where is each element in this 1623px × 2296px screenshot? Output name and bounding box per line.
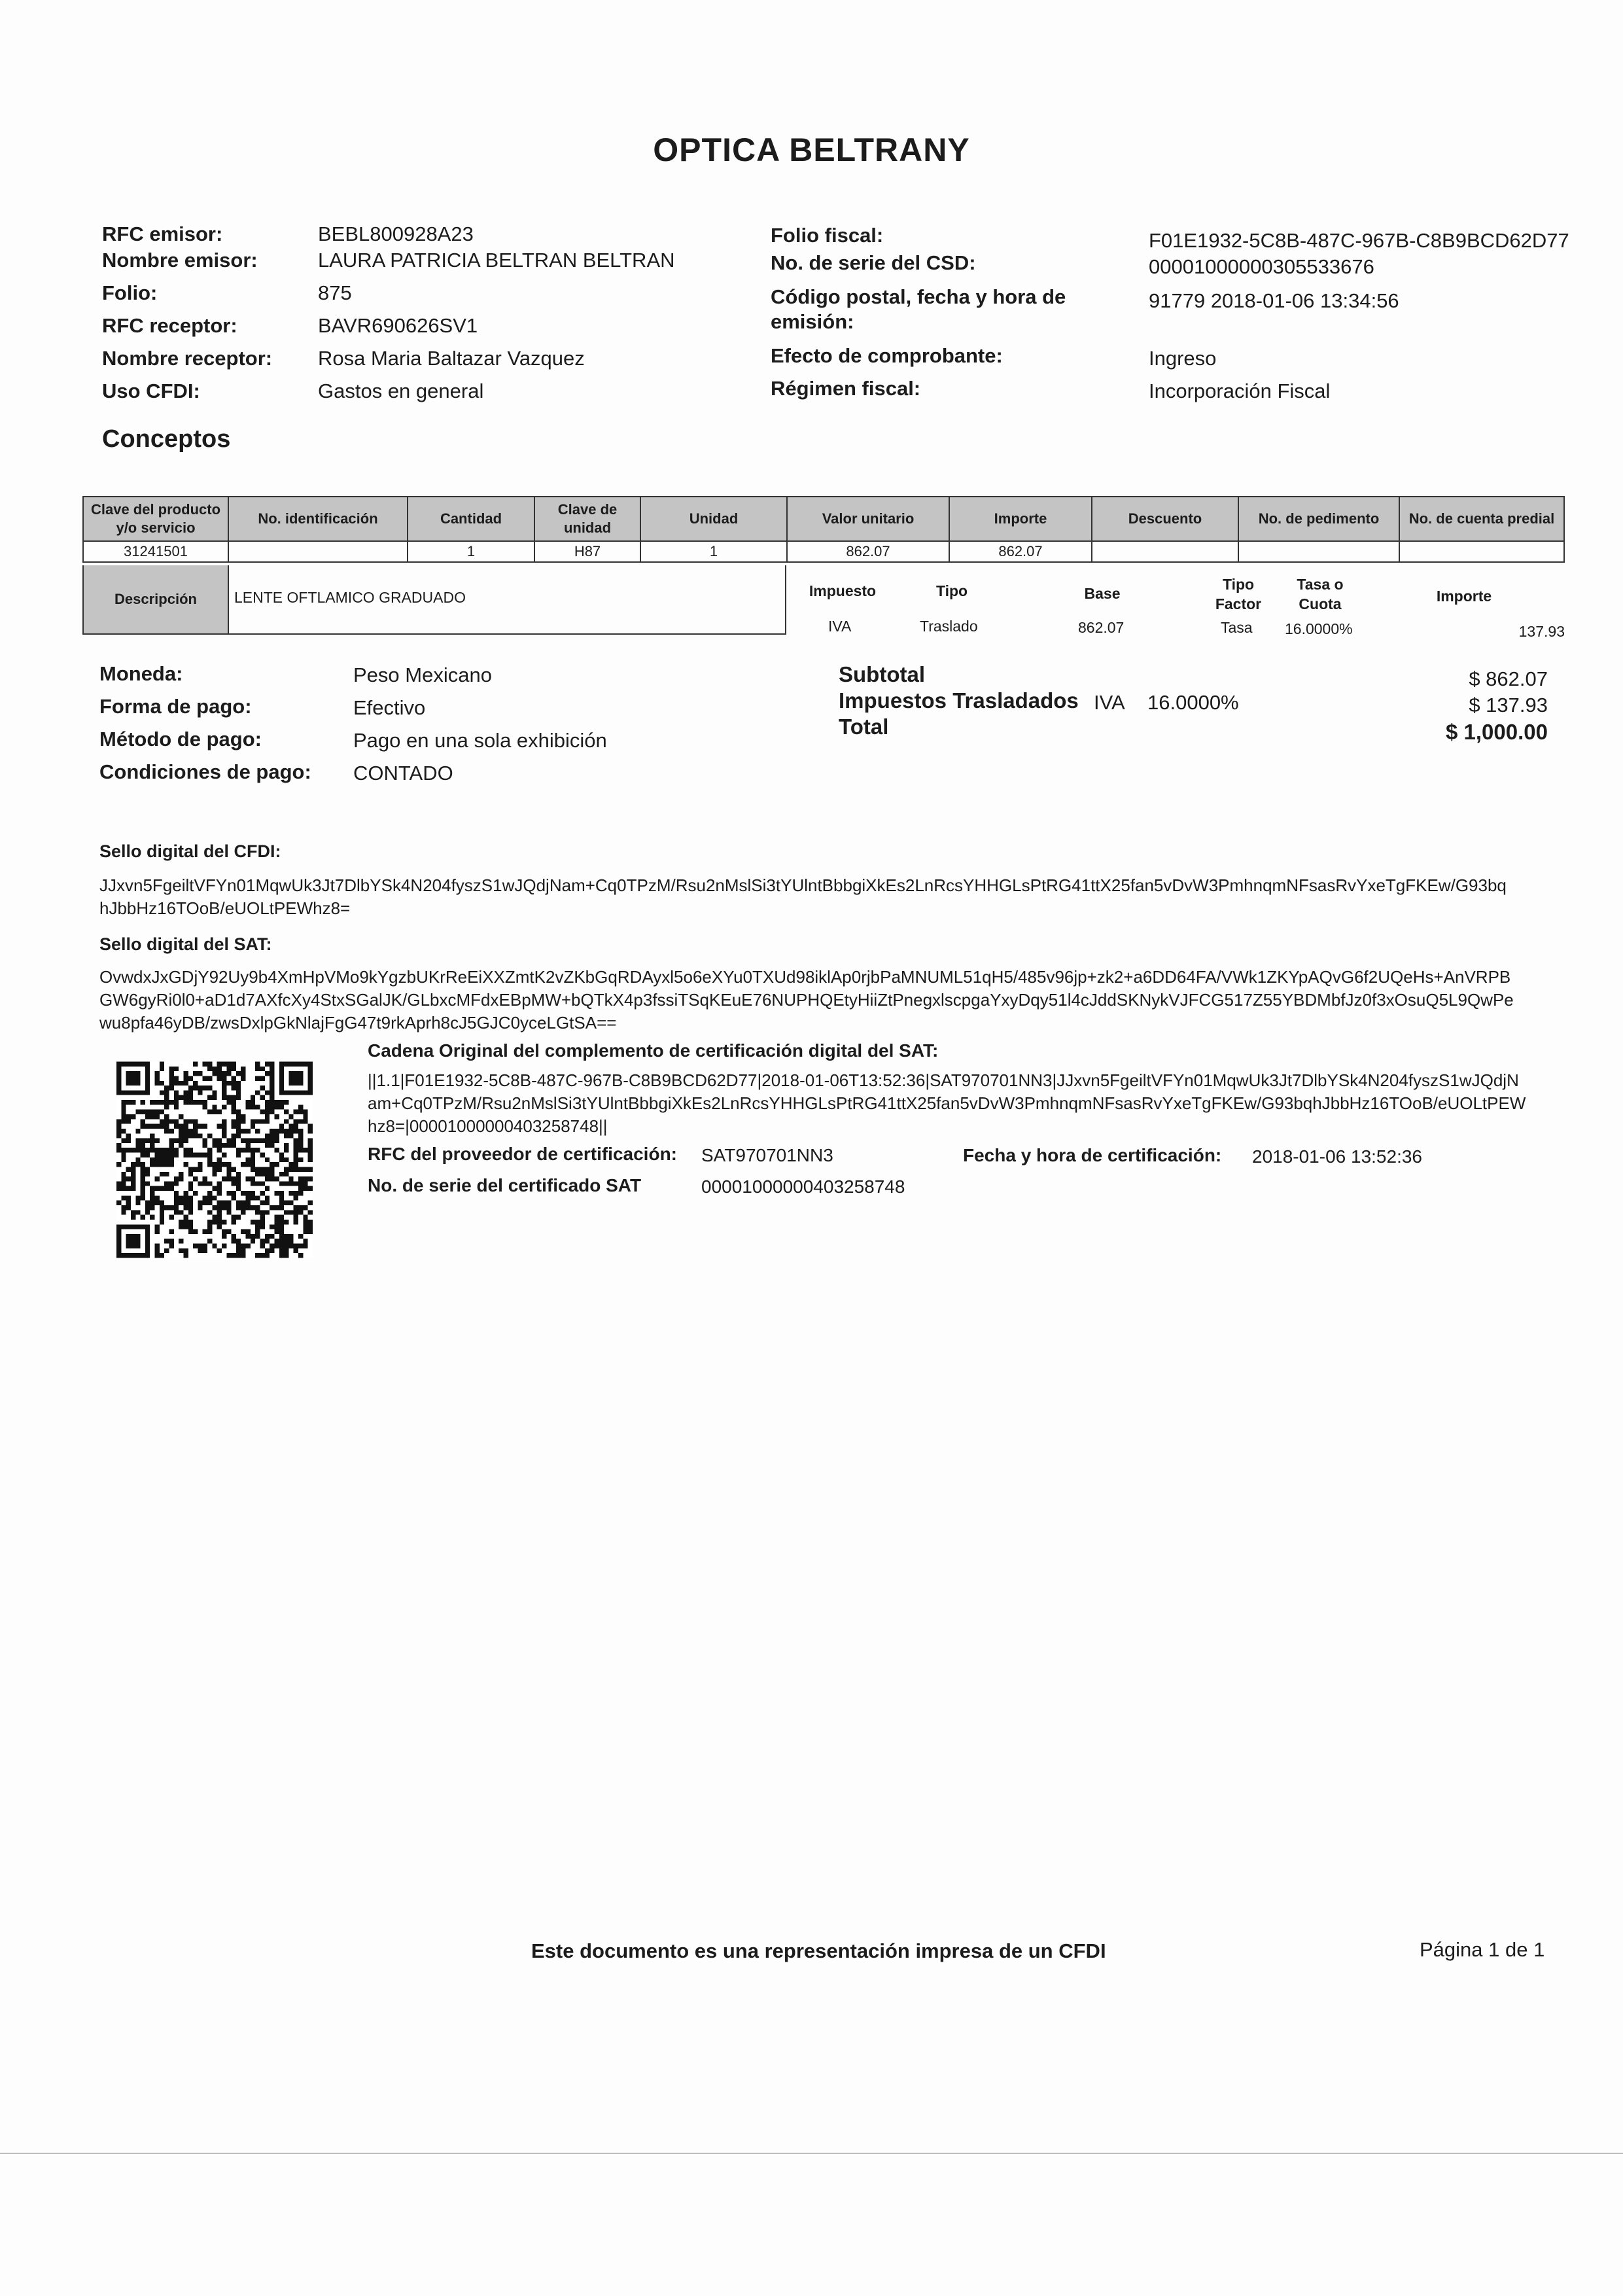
impuesto-header: Impuesto	[809, 582, 877, 599]
conceptos-table	[82, 496, 1565, 563]
serie-csd-value: 00001000000305533676	[1149, 255, 1374, 278]
cell-no-pedimento	[1238, 541, 1399, 562]
tasa-value: 16.0000%	[1285, 620, 1353, 637]
efecto-label: Efecto de comprobante:	[771, 344, 1003, 367]
col-no-identificacion: No. identificación	[228, 497, 408, 541]
descripcion-label: Descripción	[84, 565, 229, 633]
cadena-line: am+Cq0TPzM/Rsu2nMslSi3tYUlntBbbgiXkEs2LnRcsYHHGLsPtRG41ttX25fan5vDvW3PmhnqmNFsasRvYxeTgFKEw/G93bqhJbbHz16TOoB/eUOLtPEW	[368, 1093, 1526, 1113]
condiciones-pago-value: CONTADO	[353, 762, 453, 785]
importe-imp-value: 137.93	[1518, 623, 1565, 640]
cp-fecha-label-2: emisión:	[771, 310, 854, 333]
sello-sat-line: OvwdxJxGDjY92Uy9b4XmHpVMo9kYgzbUKrReEiXXZmtK2vZKbGqRDAyxl5o6eXYu0TXUd98iklAp0rjbPaMNUML51qH5/485v96jp+zk2+a6DD64FA/VWk1ZKYpAQvG6f2UQeHs+AnVRPB	[99, 967, 1511, 987]
cell-cuenta-predial	[1399, 541, 1564, 562]
forma-pago-label: Forma de pago:	[99, 695, 252, 718]
cell-importe: 862.07	[949, 541, 1092, 562]
traslados-tasa: 16.0000%	[1147, 691, 1239, 714]
rfc-certificacion-label: RFC del proveedor de certificación:	[368, 1144, 677, 1164]
cadena-line: hz8=|00001000000403258748||	[368, 1116, 608, 1136]
importe-imp-header: Importe	[1436, 588, 1492, 605]
forma-pago-value: Efectivo	[353, 696, 426, 719]
cell-cantidad: 1	[408, 541, 534, 562]
descripcion-box	[82, 565, 786, 635]
cadena-value	[368, 1069, 1565, 1138]
cell-descuento	[1092, 541, 1238, 562]
sello-sat-value	[99, 966, 1565, 1034]
rfc-emisor-label: RFC emisor:	[102, 222, 223, 245]
nombre-emisor-label: Nombre emisor:	[102, 249, 258, 272]
tasa-header-2: Cuota	[1299, 595, 1342, 612]
traslados-value: $ 137.93	[1469, 694, 1548, 716]
nombre-emisor-value: LAURA PATRICIA BELTRAN BELTRAN	[318, 249, 675, 272]
cell-unidad: 1	[640, 541, 787, 562]
sello-sat-line: wu8pfa46yDB/zwsDxlpGkNlajFgG47t9rkAprh8cJ5GJC0yceLGtSA==	[99, 1013, 617, 1033]
subtotal-label: Subtotal	[839, 662, 925, 686]
sello-cfdi-label: Sello digital del CFDI:	[99, 841, 281, 861]
uso-cfdi-value: Gastos en general	[318, 380, 484, 402]
cp-fecha-value: 91779 2018-01-06 13:34:56	[1149, 289, 1399, 312]
sello-cfdi-line: hJbbHz16TOoB/eUOLtPEWhz8=	[99, 898, 351, 918]
moneda-label: Moneda:	[99, 662, 183, 685]
page-bottom-edge	[0, 2153, 1623, 2154]
base-value: 862.07	[1078, 619, 1125, 636]
nombre-receptor-label: Nombre receptor:	[102, 347, 273, 370]
document-title: OPTICA BELTRANY	[653, 132, 970, 168]
col-clave-producto: Clave del producto y/o servicio	[83, 497, 228, 541]
total-label: Total	[839, 715, 889, 739]
folio-fiscal-value: F01E1932-5C8B-487C-967B-C8B9BCD62D77	[1149, 229, 1569, 252]
tipo-factor-header: Tipo	[1222, 576, 1255, 593]
rfc-certificacion-value: SAT970701NN3	[701, 1145, 833, 1165]
page-number: Página 1 de 1	[1420, 1938, 1545, 1961]
col-clave-unidad: Clave de unidad	[534, 497, 640, 541]
col-valor-unitario: Valor unitario	[787, 497, 949, 541]
col-unidad: Unidad	[640, 497, 787, 541]
fecha-certificacion-label: Fecha y hora de certificación:	[963, 1145, 1222, 1165]
col-importe: Importe	[949, 497, 1092, 541]
col-cuenta-predial: No. de cuenta predial	[1399, 497, 1564, 541]
col-descuento: Descuento	[1092, 497, 1238, 541]
sello-cfdi-line: JJxvn5FgeiltVFYn01MqwUk3Jt7DlbYSk4N204fyszS1wJQdjNam+Cq0TPzM/Rsu2nMslSi3tYUlntBbbgiXkEs2LnRcsYHHGLsPtRG41ttX25fan5vDvW3PmhnqmNFsasRvYxeTgFKEw/G93bq	[99, 875, 1507, 895]
col-cantidad: Cantidad	[408, 497, 534, 541]
tipo-factor-value: Tasa	[1221, 619, 1253, 636]
cell-clave-producto: 31241501	[83, 541, 228, 562]
conceptos-heading: Conceptos	[102, 425, 231, 453]
cell-clave-unidad: H87	[534, 541, 640, 562]
traslados-label: Impuestos Trasladados	[839, 688, 1079, 713]
table-row	[83, 541, 1564, 562]
traslados-tipo: IVA	[1094, 691, 1125, 714]
total-value: $ 1,000.00	[1446, 720, 1548, 744]
tipo-value: Traslado	[920, 618, 978, 635]
condiciones-pago-label: Condiciones de pago:	[99, 760, 311, 783]
cell-no-identificacion	[228, 541, 408, 562]
sello-sat-label: Sello digital del SAT:	[99, 934, 272, 954]
nombre-receptor-value: Rosa Maria Baltazar Vazquez	[318, 347, 585, 370]
rfc-receptor-label: RFC receptor:	[102, 314, 237, 337]
folio-fiscal-label: Folio fiscal:	[771, 224, 884, 247]
metodo-pago-label: Método de pago:	[99, 728, 262, 751]
table-header-row	[83, 497, 1564, 541]
rfc-emisor-value: BEBL800928A23	[318, 222, 474, 245]
uso-cfdi-label: Uso CFDI:	[102, 380, 200, 402]
subtotal-value: $ 862.07	[1469, 667, 1548, 690]
cell-valor-unitario: 862.07	[787, 541, 949, 562]
cadena-label: Cadena Original del complemento de certificación digital del SAT:	[368, 1040, 939, 1061]
rfc-receptor-value: BAVR690626SV1	[318, 314, 478, 337]
efecto-value: Ingreso	[1149, 347, 1217, 370]
base-header: Base	[1084, 585, 1121, 602]
col-no-pedimento: No. de pedimento	[1238, 497, 1399, 541]
tasa-header: Tasa o	[1297, 576, 1344, 593]
folio-value: 875	[318, 281, 352, 304]
moneda-value: Peso Mexicano	[353, 663, 492, 686]
metodo-pago-value: Pago en una sola exhibición	[353, 729, 607, 752]
sello-sat-line: GW6gyRi0l0+aD1d7AXfcXy4StxSGalJK/GLbxcMFdxEBpMW+bQTkX4p3fssiTSqKEuE76NUPHQEtyHiiZtPnegxlscpgaYxyDqy51l4cJddSKNykVJFCG517Z55YBDMbfJz0f3xOsuQ5L9QwPe	[99, 990, 1514, 1010]
folio-label: Folio:	[102, 281, 158, 304]
tipo-header: Tipo	[935, 582, 968, 599]
tipo-factor-header-2: Factor	[1215, 595, 1262, 612]
sello-cfdi-value	[99, 874, 1565, 920]
qr-code	[116, 1060, 313, 1260]
cadena-line: ||1.1|F01E1932-5C8B-487C-967B-C8B9BCD62D77|2018-01-06T13:52:36|SAT970701NN3|JJxvn5FgeiltVFYn01MqwUk3Jt7DlbYSk4N204fyszS1wJQdjN	[368, 1070, 1519, 1090]
serie-certificado-value: 00001000000403258748	[701, 1176, 905, 1197]
footer-text: Este documento es una representación impresa de un CFDI	[531, 1939, 1106, 1962]
serie-certificado-label: No. de serie del certificado SAT	[368, 1175, 642, 1195]
regimen-label: Régimen fiscal:	[771, 377, 921, 400]
cp-fecha-label: Código postal, fecha y hora de	[771, 285, 1066, 308]
fecha-certificacion-value: 2018-01-06 13:52:36	[1252, 1146, 1422, 1167]
impuesto-value: IVA	[828, 618, 852, 635]
regimen-value: Incorporación Fiscal	[1149, 380, 1331, 402]
descripcion-value: LENTE OFTLAMICO GRADUADO	[234, 589, 466, 606]
serie-csd-label: No. de serie del CSD:	[771, 251, 976, 274]
